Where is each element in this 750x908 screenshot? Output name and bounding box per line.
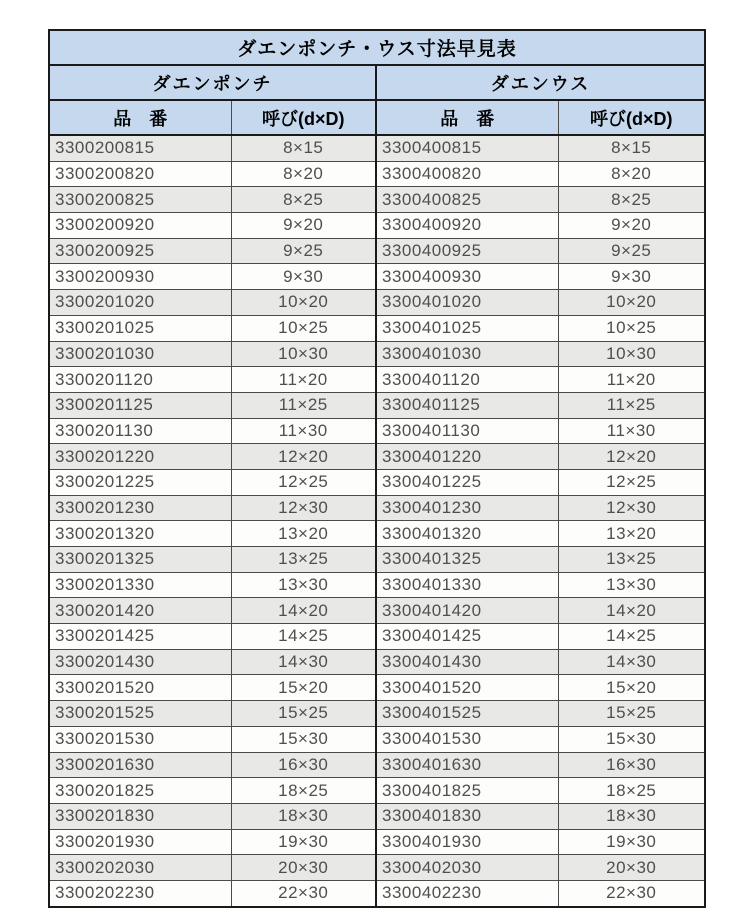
size-cell-die: 12×25 (558, 469, 705, 495)
part-number-cell-die: 3300401025 (376, 315, 558, 341)
part-number-cell-punch: 3300201530 (49, 726, 231, 752)
size-cell-punch: 15×25 (231, 701, 376, 727)
part-number-cell-die: 3300402030 (376, 855, 558, 881)
col-header-part-number-right: 品 番 (376, 100, 558, 135)
table-row (49, 392, 705, 418)
size-cell-die: 15×25 (558, 701, 705, 727)
part-number-cell-punch: 3300201830 (49, 803, 231, 829)
size-cell-die: 10×25 (558, 315, 705, 341)
size-cell-punch: 11×25 (231, 392, 376, 418)
part-number-cell-punch: 3300201430 (49, 649, 231, 675)
part-number-cell-die: 3300401930 (376, 829, 558, 855)
part-number-cell-die: 3300401430 (376, 649, 558, 675)
size-cell-punch: 13×30 (231, 572, 376, 598)
table-row (49, 444, 705, 470)
part-number-cell-punch: 3300201025 (49, 315, 231, 341)
part-number-cell-die: 3300400820 (376, 161, 558, 187)
part-number-cell-punch: 3300201220 (49, 444, 231, 470)
table-row (49, 521, 705, 547)
table-row (49, 238, 705, 264)
size-cell-punch: 10×25 (231, 315, 376, 341)
size-cell-die: 16×30 (558, 752, 705, 778)
table-row (49, 855, 705, 881)
part-number-cell-punch: 3300201130 (49, 418, 231, 444)
size-cell-die: 14×30 (558, 649, 705, 675)
size-cell-punch: 20×30 (231, 855, 376, 881)
size-cell-die: 9×25 (558, 238, 705, 264)
table-row (49, 880, 705, 906)
size-cell-die: 18×25 (558, 778, 705, 804)
size-cell-punch: 8×15 (231, 135, 376, 161)
size-cell-die: 8×25 (558, 187, 705, 213)
part-number-cell-die: 3300400825 (376, 187, 558, 213)
part-number-cell-die: 3300401630 (376, 752, 558, 778)
table-row (49, 649, 705, 675)
part-number-cell-die: 3300401420 (376, 598, 558, 624)
part-number-cell-punch: 3300200920 (49, 213, 231, 239)
size-cell-die: 15×20 (558, 675, 705, 701)
part-number-cell-die: 3300400930 (376, 264, 558, 290)
part-number-cell-die: 3300401525 (376, 701, 558, 727)
size-cell-punch: 12×25 (231, 469, 376, 495)
part-number-cell-punch: 3300201225 (49, 469, 231, 495)
part-number-cell-punch: 3300201020 (49, 290, 231, 316)
part-number-cell-punch: 3300201520 (49, 675, 231, 701)
table-row (49, 495, 705, 521)
part-number-cell-die: 3300401230 (376, 495, 558, 521)
size-cell-die: 9×30 (558, 264, 705, 290)
size-cell-punch: 14×30 (231, 649, 376, 675)
size-cell-die: 8×20 (558, 161, 705, 187)
size-cell-punch: 9×25 (231, 238, 376, 264)
table-row (49, 675, 705, 701)
part-number-cell-die: 3300401220 (376, 444, 558, 470)
part-number-cell-punch: 3300200820 (49, 161, 231, 187)
size-cell-die: 12×20 (558, 444, 705, 470)
column-header-row (49, 100, 705, 135)
table-row (49, 161, 705, 187)
part-number-cell-die: 3300401325 (376, 547, 558, 573)
part-number-cell-punch: 3300201325 (49, 547, 231, 573)
size-cell-punch: 15×20 (231, 675, 376, 701)
size-cell-die: 14×20 (558, 598, 705, 624)
table-title-row (49, 30, 705, 65)
part-number-cell-die: 3300401830 (376, 803, 558, 829)
col-header-part-number-left: 品 番 (49, 100, 231, 135)
section-header-punch: ダエンポンチ (49, 65, 376, 100)
table-row (49, 803, 705, 829)
size-cell-punch: 14×25 (231, 624, 376, 650)
part-number-cell-die: 3300400925 (376, 238, 558, 264)
size-cell-punch: 9×20 (231, 213, 376, 239)
table-row (49, 135, 705, 161)
part-number-cell-punch: 3300200925 (49, 238, 231, 264)
size-cell-die: 15×30 (558, 726, 705, 752)
size-cell-punch: 22×30 (231, 880, 376, 906)
table-row (49, 701, 705, 727)
size-cell-die: 11×20 (558, 367, 705, 393)
part-number-cell-punch: 3300200815 (49, 135, 231, 161)
table-row (49, 187, 705, 213)
size-cell-die: 11×30 (558, 418, 705, 444)
size-cell-punch: 18×25 (231, 778, 376, 804)
part-number-cell-punch: 3300200930 (49, 264, 231, 290)
part-number-cell-punch: 3300201425 (49, 624, 231, 650)
table-row (49, 290, 705, 316)
size-cell-punch: 19×30 (231, 829, 376, 855)
size-cell-die: 14×25 (558, 624, 705, 650)
size-cell-punch: 12×30 (231, 495, 376, 521)
part-number-cell-punch: 3300201320 (49, 521, 231, 547)
table-row (49, 469, 705, 495)
size-cell-die: 13×25 (558, 547, 705, 573)
size-cell-die: 10×30 (558, 341, 705, 367)
part-number-cell-punch: 3300201525 (49, 701, 231, 727)
size-cell-die: 10×20 (558, 290, 705, 316)
section-header-die: ダエンウス (376, 65, 705, 100)
size-cell-punch: 13×25 (231, 547, 376, 573)
col-header-size-right: 呼び(d×D) (558, 100, 705, 135)
size-cell-punch: 8×20 (231, 161, 376, 187)
part-number-cell-punch: 3300200825 (49, 187, 231, 213)
part-number-cell-punch: 3300202230 (49, 880, 231, 906)
part-number-cell-punch: 3300202030 (49, 855, 231, 881)
part-number-cell-punch: 3300201630 (49, 752, 231, 778)
part-number-cell-die: 3300401330 (376, 572, 558, 598)
size-cell-punch: 8×25 (231, 187, 376, 213)
size-cell-die: 9×20 (558, 213, 705, 239)
table-row (49, 341, 705, 367)
part-number-cell-die: 3300401425 (376, 624, 558, 650)
section-header-row (49, 65, 705, 100)
size-cell-punch: 18×30 (231, 803, 376, 829)
size-cell-punch: 12×20 (231, 444, 376, 470)
part-number-cell-die: 3300401030 (376, 341, 558, 367)
table-row (49, 624, 705, 650)
part-number-cell-punch: 3300201330 (49, 572, 231, 598)
part-number-cell-punch: 3300201825 (49, 778, 231, 804)
size-cell-punch: 11×30 (231, 418, 376, 444)
table-row (49, 778, 705, 804)
size-cell-die: 22×30 (558, 880, 705, 906)
part-number-cell-die: 3300401125 (376, 392, 558, 418)
size-cell-die: 19×30 (558, 829, 705, 855)
table-row (49, 572, 705, 598)
part-number-cell-punch: 3300201420 (49, 598, 231, 624)
part-number-cell-die: 3300400815 (376, 135, 558, 161)
table-row (49, 829, 705, 855)
size-cell-die: 13×30 (558, 572, 705, 598)
part-number-cell-die: 3300401530 (376, 726, 558, 752)
part-number-cell-punch: 3300201930 (49, 829, 231, 855)
table-row (49, 213, 705, 239)
size-cell-punch: 10×30 (231, 341, 376, 367)
part-number-cell-die: 3300401825 (376, 778, 558, 804)
size-reference-table (48, 29, 706, 908)
table-body (49, 135, 705, 907)
table-row (49, 418, 705, 444)
table-row (49, 752, 705, 778)
size-cell-punch: 13×20 (231, 521, 376, 547)
part-number-cell-die: 3300401225 (376, 469, 558, 495)
part-number-cell-punch: 3300201230 (49, 495, 231, 521)
page-title: ダエンポンチ・ウス寸法早見表 (49, 30, 705, 65)
part-number-cell-die: 3300401120 (376, 367, 558, 393)
col-header-size-left: 呼び(d×D) (231, 100, 376, 135)
size-cell-die: 20×30 (558, 855, 705, 881)
size-cell-die: 8×15 (558, 135, 705, 161)
size-cell-die: 13×20 (558, 521, 705, 547)
size-cell-punch: 15×30 (231, 726, 376, 752)
part-number-cell-punch: 3300201125 (49, 392, 231, 418)
size-cell-punch: 10×20 (231, 290, 376, 316)
part-number-cell-punch: 3300201120 (49, 367, 231, 393)
table-row (49, 726, 705, 752)
table-row (49, 547, 705, 573)
part-number-cell-die: 3300401020 (376, 290, 558, 316)
part-number-cell-die: 3300400920 (376, 213, 558, 239)
table-row (49, 367, 705, 393)
size-cell-die: 12×30 (558, 495, 705, 521)
part-number-cell-die: 3300402230 (376, 880, 558, 906)
table-row (49, 264, 705, 290)
part-number-cell-die: 3300401520 (376, 675, 558, 701)
size-cell-punch: 11×20 (231, 367, 376, 393)
table-row (49, 598, 705, 624)
part-number-cell-die: 3300401130 (376, 418, 558, 444)
size-cell-punch: 14×20 (231, 598, 376, 624)
size-cell-die: 11×25 (558, 392, 705, 418)
size-cell-punch: 16×30 (231, 752, 376, 778)
size-cell-die: 18×30 (558, 803, 705, 829)
size-cell-punch: 9×30 (231, 264, 376, 290)
part-number-cell-die: 3300401320 (376, 521, 558, 547)
part-number-cell-punch: 3300201030 (49, 341, 231, 367)
table-row (49, 315, 705, 341)
